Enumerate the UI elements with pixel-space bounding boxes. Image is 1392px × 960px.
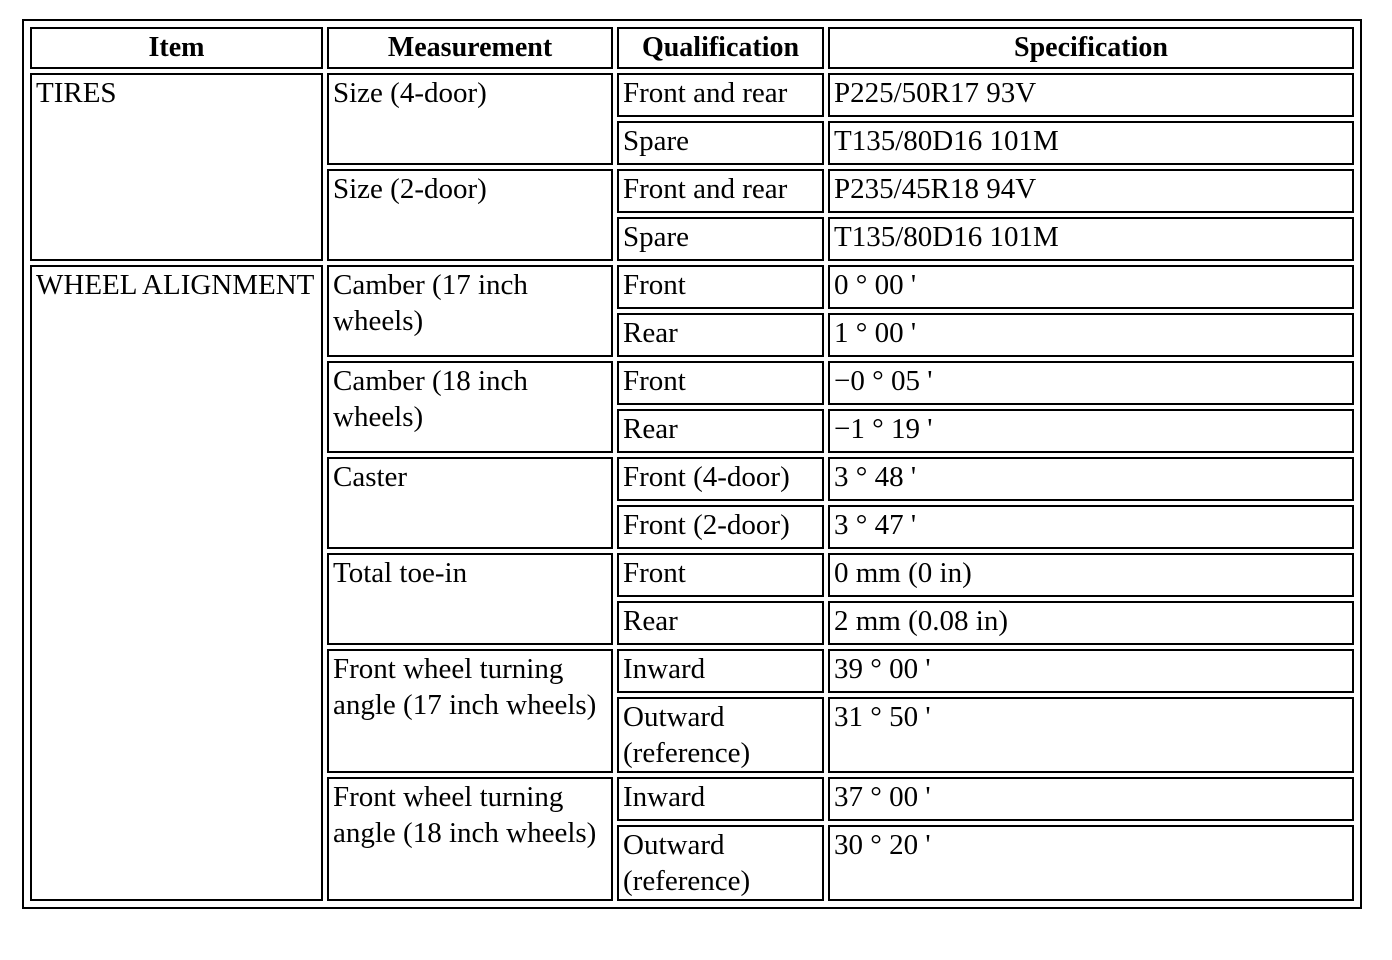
- qualification-cell: Front: [617, 265, 824, 309]
- specification-cell: P235/45R18 94V: [828, 169, 1354, 213]
- measurement-cell: Camber (17 inch wheels): [327, 265, 613, 357]
- header-row: [30, 27, 1354, 69]
- header-specification: Specification: [828, 27, 1354, 69]
- qualification-cell: Spare: [617, 217, 824, 261]
- specification-cell: 0 mm (0 in): [828, 553, 1354, 597]
- qualification-cell: Inward: [617, 777, 824, 821]
- spec-table-frame: [22, 19, 1362, 909]
- qualification-cell: Outward (reference): [617, 825, 824, 901]
- specification-cell: −1 ° 19 ': [828, 409, 1354, 453]
- qualification-cell: Rear: [617, 313, 824, 357]
- qualification-cell: Front (2-door): [617, 505, 824, 549]
- header-measurement: Measurement: [327, 27, 613, 69]
- specification-cell: −0 ° 05 ': [828, 361, 1354, 405]
- spec-table: [26, 23, 1358, 905]
- specification-cell: 31 ° 50 ': [828, 697, 1354, 773]
- qualification-cell: Rear: [617, 409, 824, 453]
- table-row: [30, 265, 1354, 309]
- header-qualification: Qualification: [617, 27, 824, 69]
- qualification-cell: Front: [617, 553, 824, 597]
- specification-cell: 1 ° 00 ': [828, 313, 1354, 357]
- qualification-cell: Outward (reference): [617, 697, 824, 773]
- qualification-cell: Inward: [617, 649, 824, 693]
- specification-cell: 30 ° 20 ': [828, 825, 1354, 901]
- measurement-cell: Total toe-in: [327, 553, 613, 645]
- header-item: Item: [30, 27, 323, 69]
- measurement-cell: Caster: [327, 457, 613, 549]
- measurement-cell: Size (2-door): [327, 169, 613, 261]
- item-cell-wheel-alignment: WHEEL ALIGNMENT: [30, 265, 323, 901]
- item-cell-tires: TIRES: [30, 73, 323, 261]
- qualification-cell: Front (4-door): [617, 457, 824, 501]
- measurement-cell: Front wheel turning angle (17 inch wheels): [327, 649, 613, 773]
- specification-cell: P225/50R17 93V: [828, 73, 1354, 117]
- qualification-cell: Rear: [617, 601, 824, 645]
- specification-cell: 3 ° 47 ': [828, 505, 1354, 549]
- specification-cell: 0 ° 00 ': [828, 265, 1354, 309]
- specification-cell: 3 ° 48 ': [828, 457, 1354, 501]
- specification-cell: T135/80D16 101M: [828, 217, 1354, 261]
- qualification-cell: Front: [617, 361, 824, 405]
- table-row: [30, 73, 1354, 117]
- specification-cell: T135/80D16 101M: [828, 121, 1354, 165]
- specification-cell: 2 mm (0.08 in): [828, 601, 1354, 645]
- qualification-cell: Front and rear: [617, 169, 824, 213]
- specification-cell: 37 ° 00 ': [828, 777, 1354, 821]
- measurement-cell: Size (4-door): [327, 73, 613, 165]
- qualification-cell: Spare: [617, 121, 824, 165]
- specification-cell: 39 ° 00 ': [828, 649, 1354, 693]
- measurement-cell: Camber (18 inch wheels): [327, 361, 613, 453]
- measurement-cell: Front wheel turning angle (18 inch wheels): [327, 777, 613, 901]
- qualification-cell: Front and rear: [617, 73, 824, 117]
